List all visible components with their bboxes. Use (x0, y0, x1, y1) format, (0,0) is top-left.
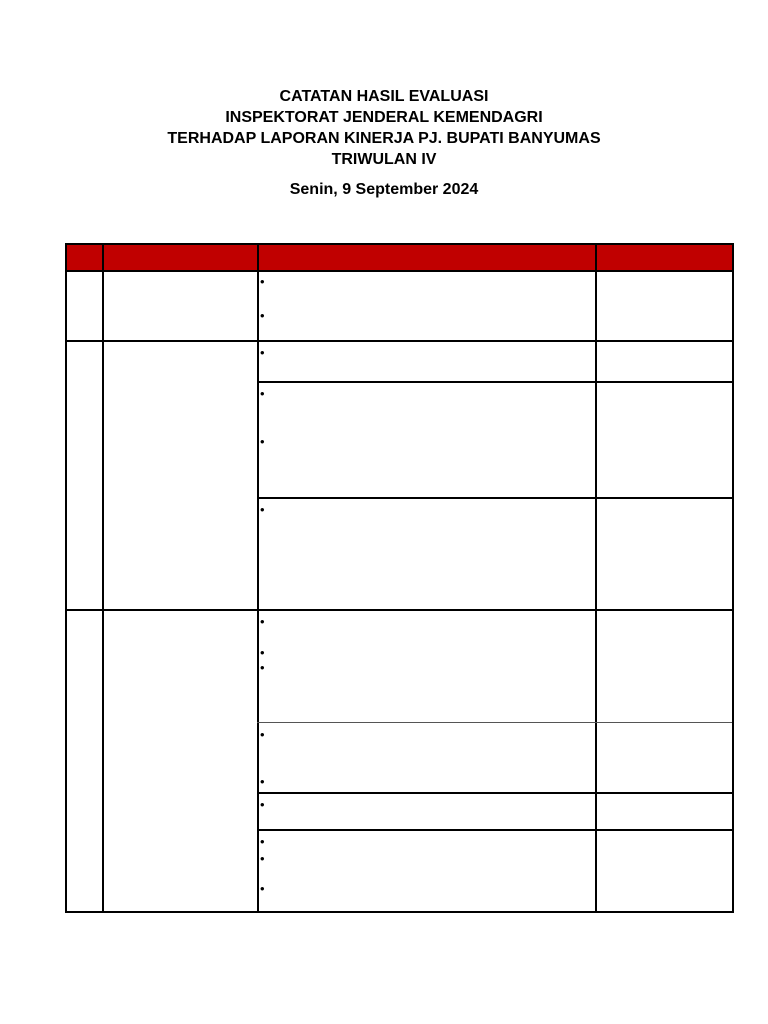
list-bullet: • (260, 274, 265, 289)
list-bullet: • (260, 851, 265, 866)
header-cell-aspect (104, 245, 257, 271)
list-bullet: • (260, 502, 265, 517)
document-date: Senin, 9 September 2024 (289, 181, 479, 198)
column-divider (257, 245, 259, 911)
title-line-4: TRIWULAN IV (331, 151, 437, 168)
list-bullet: • (260, 308, 265, 323)
list-bullet: • (260, 774, 265, 789)
column-divider (595, 245, 597, 911)
document-title (0, 86, 768, 170)
title-line-3: TERHADAP LAPORAN KINERJA PJ. BUPATI BANYUMAS (167, 130, 601, 147)
row-divider (67, 609, 732, 611)
list-bullet: • (260, 345, 265, 360)
subrow-divider (257, 829, 732, 831)
list-bullet: • (260, 660, 265, 675)
header-cell-followup (597, 245, 732, 271)
row-divider (67, 270, 732, 272)
header-cell-no (67, 245, 102, 271)
evaluation-table (65, 243, 734, 913)
list-bullet: • (260, 727, 265, 742)
subrow-divider (257, 381, 732, 383)
title-line-2: INSPEKTORAT JENDERAL KEMENDAGRI (225, 109, 543, 126)
list-bullet: • (260, 614, 265, 629)
column-divider (102, 245, 104, 911)
list-bullet: • (260, 386, 265, 401)
list-bullet: • (260, 881, 265, 896)
subrow-divider (257, 497, 732, 499)
header-cell-notes (259, 245, 595, 271)
title-line-1: CATATAN HASIL EVALUASI (279, 88, 489, 105)
subrow-divider (257, 722, 732, 723)
list-bullet: • (260, 645, 265, 660)
row-divider (67, 340, 732, 342)
subrow-divider (257, 792, 732, 794)
list-bullet: • (260, 434, 265, 449)
list-bullet: • (260, 797, 265, 812)
list-bullet: • (260, 834, 265, 849)
